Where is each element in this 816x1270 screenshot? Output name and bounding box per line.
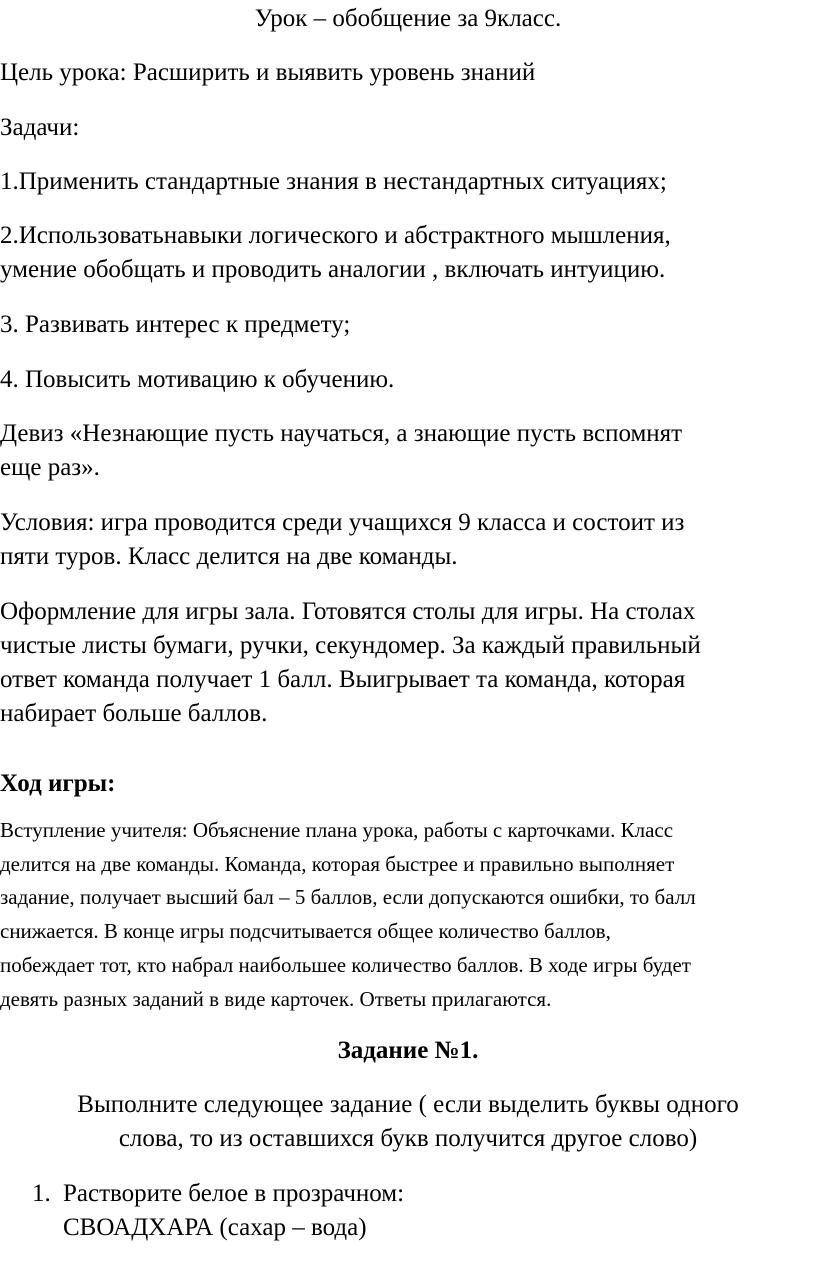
setup-line-4: набирает больше баллов.: [0, 700, 268, 727]
lesson-title: Урок – обобщение за 9класс.: [254, 5, 562, 32]
list-item-line-2: СВОАДХАРА (сахар – вода): [63, 1214, 367, 1241]
assignment-heading: Задание №1.: [337, 1037, 479, 1064]
intro-line-2: делится на две команды. Команда, которая быстрее и правильно выполняет: [0, 851, 675, 876]
intro-line-5: побеждает тот, кто набрал наибольшее количество баллов. В ходе игры будет: [0, 952, 691, 977]
progress-heading: Ход игры:: [0, 770, 116, 797]
instruction-line-1: Выполните следующее задание ( если выделить буквы одного: [77, 1091, 739, 1118]
assignment-instruction: [0, 1088, 816, 1156]
intro-line-4: снижается. В конце игры подсчитывается общее количество баллов,: [0, 919, 611, 944]
task-2-line-2: умение обобщать и проводить аналогии , включать интуицию.: [0, 256, 666, 283]
setup-line-3: ответ команда получает 1 балл. Выигрывает та команда, которая: [0, 666, 686, 693]
task-2-line-1: 2.Использоватьнавыки логического и абстрактного мышления,: [0, 222, 671, 249]
task-1: 1.Применить стандартные знания в нестандартных ситуациях;: [0, 168, 667, 195]
task-4: 4. Повысить мотивацию к обучению.: [0, 366, 395, 393]
setup-line-2: чистые листы бумаги, ручки, секундомер. За каждый правильный: [0, 632, 701, 659]
task-3: 3. Развивать интерес к предмету;: [0, 311, 351, 338]
setup-line-1: Оформление для игры зала. Готовятся столы для игры. На столах: [0, 598, 696, 625]
intro-line-1: Вступление учителя: Объяснение плана урока, работы с карточками. Класс: [0, 818, 674, 842]
intro-line-3: задание, получает высший бал – 5 баллов, если допускаются ошибки, то балл: [0, 885, 696, 910]
teacher-intro: [0, 814, 816, 1016]
task-2: [0, 219, 816, 287]
lesson-goal: Цель урока: Расширить и выявить уровень знаний: [0, 59, 536, 86]
motto: [0, 417, 816, 485]
instruction-line-2: слова, то из оставшихся букв получится другое слово): [118, 1125, 698, 1152]
conditions-line-2: пяти туров. Класс делится на две команды.: [0, 543, 458, 570]
motto-line-2: еще раз».: [0, 454, 100, 481]
tasks-label: Задачи:: [0, 114, 80, 141]
motto-line-1: Девиз «Незнающие пусть научаться, а знающие пусть вспомнят: [0, 420, 683, 447]
intro-line-6: девять разных заданий в виде карточек. Ответы прилагаются.: [0, 986, 552, 1011]
conditions: [0, 506, 816, 574]
list-item: [63, 1177, 404, 1245]
list-item-line-1: Растворите белое в прозрачном:: [63, 1180, 405, 1207]
setup: [0, 595, 816, 731]
list-item-number: 1.: [32, 1180, 51, 1207]
conditions-line-1: Условия: игра проводится среди учащихся 9 класса и состоит из: [0, 509, 685, 536]
